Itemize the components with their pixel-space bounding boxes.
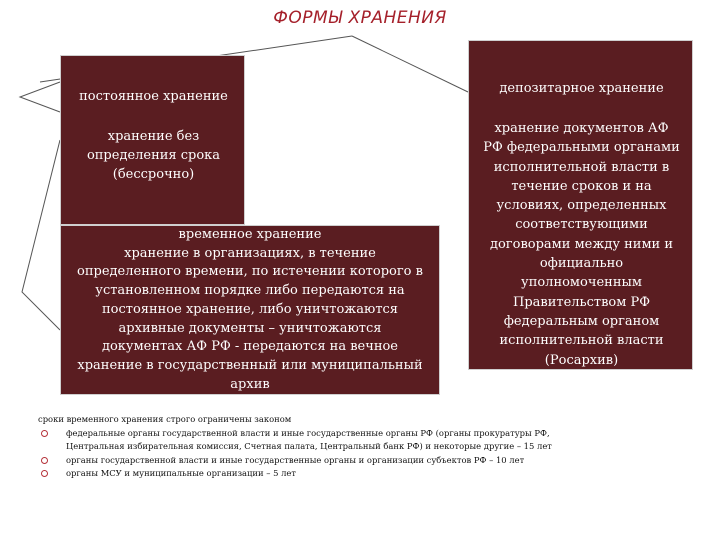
depository-line: официально	[539, 256, 624, 272]
depository-line: РФ федеральными органами	[483, 140, 680, 156]
permanent-desc-line: определения срока	[86, 148, 221, 163]
depository-storage-box	[468, 40, 693, 370]
permanent-storage-title: постоянное хранение	[79, 89, 228, 104]
temporary-line: постоянное хранение, либо уничтожаются	[101, 301, 399, 317]
circle-bullet-icon	[41, 457, 48, 464]
temporary-storage-text	[63, 226, 437, 394]
depository-line: течение сроков и на	[511, 178, 652, 194]
depository-storage-title: депозитарное хранение	[499, 81, 664, 96]
circle-bullet-icon	[41, 430, 48, 437]
depository-line: исполнительной власти в	[493, 159, 670, 175]
depository-line: исполнительной власти	[499, 333, 664, 349]
depository-line: условиях, определенных	[496, 198, 667, 214]
temporary-line: установленном порядке либо передаются на	[95, 283, 405, 299]
temporary-line: архивные документы – уничтожаются	[118, 320, 382, 336]
temporary-line: хранение в государственный или муниципальный	[77, 357, 423, 373]
note-line: Центральная избирательная комиссия, Счетная палата, Центральный банк РФ) и некоторые другие – 15 лет	[66, 441, 552, 452]
temporary-storage-box	[60, 225, 440, 395]
note-item	[38, 467, 698, 481]
temporary-line: хранение в организациях, в течение	[124, 245, 376, 261]
depository-line: договорами между ними и	[489, 236, 674, 252]
note-line: федеральные органы государственной власти и иные государственные органы РФ (органы прокуратуры РФ,	[66, 427, 550, 438]
permanent-desc-line: (бессрочно)	[112, 167, 195, 182]
temporary-line: определенного времени, по истечении которого в	[77, 264, 423, 280]
permanent-storage-description	[71, 127, 236, 184]
diagram-title: ФОРМЫ ХРАНЕНИЯ	[273, 8, 447, 28]
notes-title: сроки временного хранения строго ограничены законом	[38, 414, 292, 424]
depository-line: уполномоченным	[521, 275, 642, 291]
retention-notes	[38, 413, 698, 481]
depository-storage-description	[473, 119, 690, 370]
temporary-line: временное хранение	[178, 227, 322, 242]
note-line: органы государственной власти и иные государственные органы и организации субъектов РФ – 10 лет	[66, 454, 525, 465]
temporary-line: документах АФ РФ - передаются на вечное	[101, 339, 399, 355]
depository-line: соответствующими	[515, 217, 648, 233]
depository-line: федеральным органом	[503, 313, 660, 329]
note-item	[38, 427, 698, 454]
depository-line: (Росархив)	[544, 352, 619, 368]
depository-line: хранение документов АФ	[494, 121, 669, 136]
note-line: органы МСУ и муниципальные организации – 5 лет	[66, 468, 297, 479]
permanent-storage-box	[60, 55, 245, 225]
note-item	[38, 454, 698, 468]
bracket-permanent	[20, 82, 60, 112]
notes-list	[38, 427, 698, 481]
temporary-line: архив	[230, 376, 270, 392]
depository-line: Правительством РФ	[512, 294, 650, 310]
permanent-desc-line: хранение без	[107, 129, 200, 144]
connector-to-depository	[352, 36, 468, 92]
circle-bullet-icon	[41, 470, 48, 477]
bracket-term-storage	[22, 140, 60, 330]
